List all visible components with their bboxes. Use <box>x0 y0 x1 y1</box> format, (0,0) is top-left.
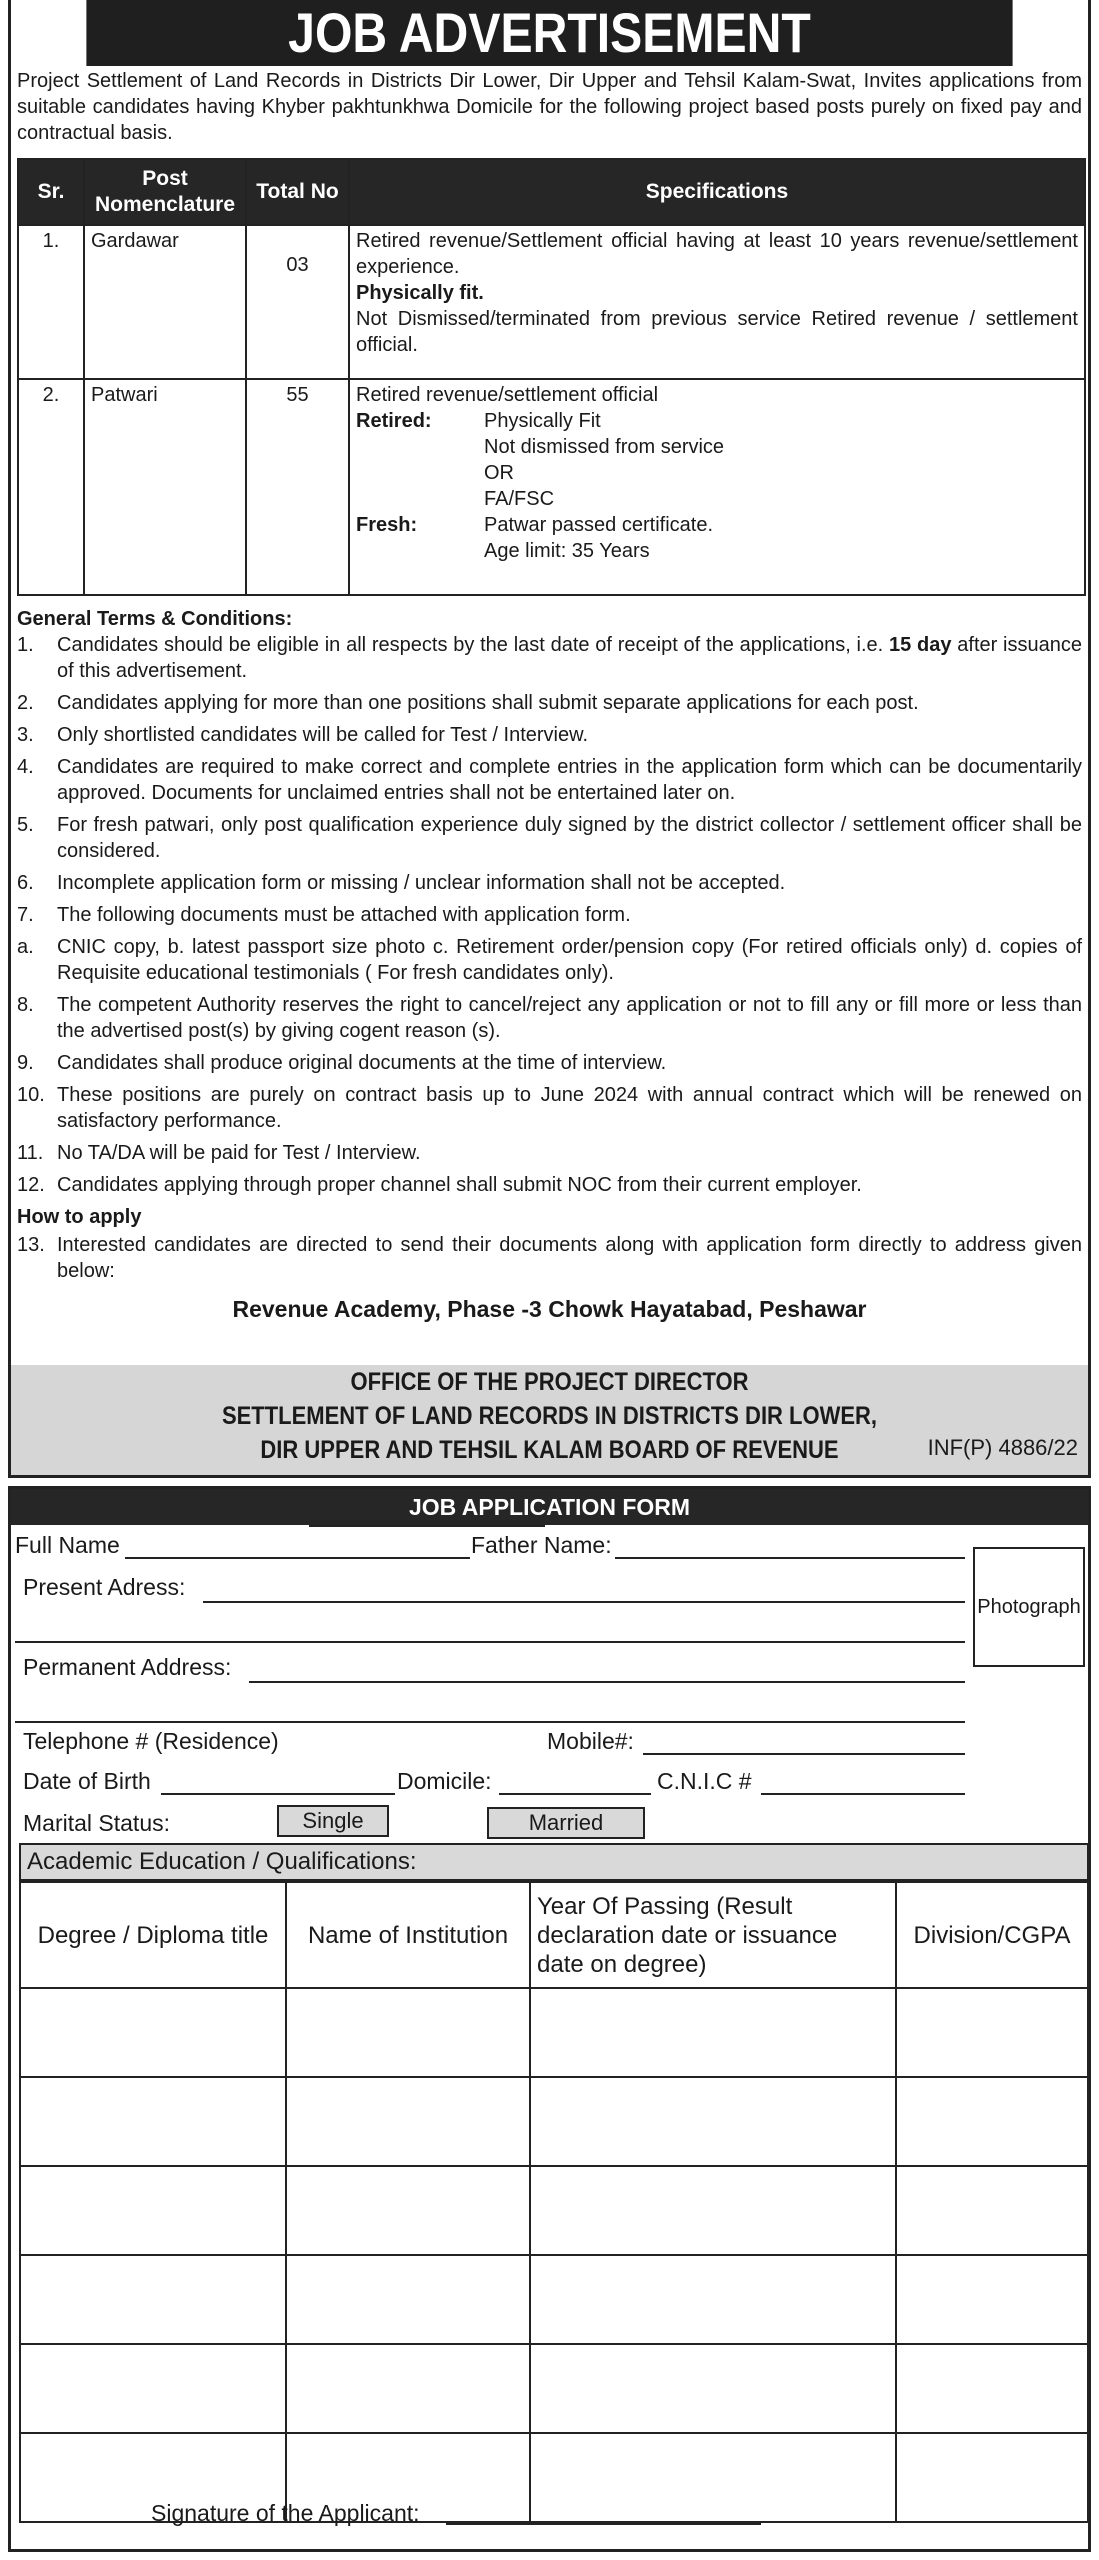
term-text-part: Candidates should be eligible in all respects by the last date of receipt of the applications, i.e. <box>57 634 889 656</box>
term-text: CNIC copy, b. latest passport size photo c. Retirement order/pension copy (For retired officials only) d. copies of Requisite educational testimonials ( For fresh candidates only). <box>57 936 1082 984</box>
table-cell[interactable] <box>896 1988 1088 2077</box>
domicile-label: Domicile: <box>397 1768 492 1794</box>
academic-heading: Academic Education / Qualifications: <box>19 1843 1089 1881</box>
permanent-address-field[interactable] <box>249 1681 965 1683</box>
table-cell[interactable] <box>530 2344 896 2433</box>
spec-text: Not dismissed from service <box>484 436 725 458</box>
row-total: 55 <box>246 379 349 595</box>
table-row <box>18 379 1085 595</box>
term-number: 4. <box>17 756 34 778</box>
table-row <box>18 225 1085 379</box>
spec-text: Physically Fit <box>484 410 601 432</box>
term-number: 2. <box>17 692 34 714</box>
term-text: Candidates shall produce original documents at the time of interview. <box>57 1052 667 1074</box>
term-text: No TA/DA will be paid for Test / Interview. <box>57 1142 421 1164</box>
married-option[interactable]: Married <box>487 1807 645 1839</box>
signature-label: Signature of the Applicant: <box>151 2500 420 2526</box>
list-item <box>17 1050 1082 1076</box>
term-text: The following documents must be attached with application form. <box>57 904 631 926</box>
table-row <box>20 1988 1088 2077</box>
dob-field[interactable] <box>161 1793 395 1795</box>
education-table-header <box>20 1882 1088 1988</box>
spec-text: OR <box>484 462 514 484</box>
table-cell[interactable] <box>286 1988 530 2077</box>
term-number: a. <box>17 936 34 958</box>
table-cell[interactable] <box>286 2077 530 2166</box>
table-cell[interactable] <box>286 2255 530 2344</box>
list-item <box>17 690 1082 716</box>
term-text-bold: 15 day <box>889 634 952 656</box>
office-line: SETTLEMENT OF LAND RECORDS IN DISTRICTS DIR LOWER, <box>221 1402 878 1430</box>
row-sr: 2. <box>18 379 84 595</box>
term-number: 6. <box>17 872 34 894</box>
term-text <box>57 632 1082 684</box>
how-to-apply-heading: How to apply <box>17 1206 142 1228</box>
office-line: OFFICE OF THE PROJECT DIRECTOR <box>350 1368 749 1396</box>
full-name-label: Full Name <box>15 1532 120 1558</box>
application-form <box>8 1486 1091 2552</box>
marital-status-label: Marital Status: <box>23 1810 170 1836</box>
spec-text: Retired revenue/settlement official <box>356 384 659 406</box>
father-name-label: Father Name: <box>471 1532 612 1558</box>
table-cell[interactable] <box>530 2166 896 2255</box>
permanent-address-field-2[interactable] <box>15 1721 965 1723</box>
list-item <box>17 992 1082 1044</box>
term-text-part: after issuance of this advertisement. <box>57 634 1082 682</box>
term-number: 13. <box>17 1234 45 1256</box>
table-cell[interactable] <box>896 2166 1088 2255</box>
photograph-box: Photograph <box>973 1547 1085 1667</box>
form-title: JOB APPLICATION FORM <box>11 1489 1088 1525</box>
ad-title: JOB ADVERTISEMENT <box>86 0 1012 66</box>
retired-label: Retired: <box>356 410 432 432</box>
table-cell[interactable] <box>20 2255 286 2344</box>
academy-address: Revenue Academy, Phase -3 Chowk Hayatabad, Peshawar <box>232 1296 867 1322</box>
table-cell[interactable] <box>20 2344 286 2433</box>
table-cell[interactable] <box>896 2344 1088 2433</box>
spec-text: FA/FSC <box>484 488 555 510</box>
list-item <box>17 1140 1082 1166</box>
term-number: 3. <box>17 724 34 746</box>
office-line: DIR UPPER AND TEHSIL KALAM BOARD OF REVENUE <box>260 1436 839 1464</box>
terms-section <box>11 596 1088 1324</box>
table-row <box>20 2344 1088 2433</box>
spec-text: Patwar passed certificate. <box>484 514 713 536</box>
ad-intro: Project Settlement of Land Records in Districts Dir Lower, Dir Upper and Tehsil Kalam-Swat, Invites applications from suitable candidates having Khyber pakhtunkhwa Domicile for the following project based posts purely on fixed pay and contractual basis. <box>17 70 1082 144</box>
list-item <box>17 1172 1082 1198</box>
list-item <box>17 902 1082 928</box>
term-number: 10. <box>17 1084 45 1106</box>
header-degree: Degree / Diploma title <box>20 1882 286 1988</box>
list-item <box>17 812 1082 864</box>
row-total: 03 <box>246 225 349 379</box>
table-cell[interactable] <box>530 2255 896 2344</box>
mobile-field[interactable] <box>643 1753 965 1755</box>
term-number: 9. <box>17 1052 34 1074</box>
table-cell[interactable] <box>896 2077 1088 2166</box>
row-spec <box>349 225 1085 379</box>
domicile-field[interactable] <box>499 1793 651 1795</box>
cnic-field[interactable] <box>761 1793 965 1795</box>
table-row <box>20 2077 1088 2166</box>
header-year: Year Of Passing (Result declaration date or issuance date on degree) <box>530 1882 896 1988</box>
present-address-field[interactable] <box>203 1601 965 1603</box>
header-institution: Name of Institution <box>286 1882 530 1988</box>
term-text: Only shortlisted candidates will be called for Test / Interview. <box>57 724 588 746</box>
term-number: 7. <box>17 904 34 926</box>
term-number: 11. <box>17 1142 44 1164</box>
header-spec: Specifications <box>349 159 1085 225</box>
row-spec <box>349 379 1085 595</box>
term-text: Interested candidates are directed to send their documents along with application form directly to address given below: <box>57 1234 1082 1282</box>
posts-table-header <box>18 159 1085 225</box>
mobile-label: Mobile#: <box>547 1728 634 1754</box>
row-post: Patwari <box>84 379 246 595</box>
father-name-field[interactable] <box>615 1557 965 1559</box>
spec-text: Age limit: 35 Years <box>484 540 650 562</box>
header-post: Post Nomenclature <box>84 159 246 225</box>
list-item <box>17 754 1082 806</box>
fresh-label: Fresh: <box>356 514 418 536</box>
table-cell[interactable] <box>896 2255 1088 2344</box>
list-item <box>17 1232 1082 1284</box>
table-cell[interactable] <box>530 1988 896 2077</box>
header-sr: Sr. <box>18 159 84 225</box>
table-cell[interactable] <box>530 2077 896 2166</box>
term-text: The competent Authority reserves the right to cancel/reject any application or not to fill any or fill more or less than the advertised post(s) by giving cogent reason (s). <box>57 994 1082 1042</box>
inf-number: INF(P) 4886/22 <box>927 1435 1078 1460</box>
terms-heading: General Terms & Conditions: <box>17 608 293 630</box>
term-text: Candidates applying through proper channel shall submit NOC from their current employer. <box>57 1174 862 1196</box>
term-number: 5. <box>17 814 34 836</box>
table-row <box>20 2166 1088 2255</box>
term-text: For fresh patwari, only post qualification experience duly signed by the district collector / settlement officer shall be considered. <box>57 814 1082 862</box>
table-cell[interactable] <box>530 2433 896 2522</box>
table-cell[interactable] <box>286 2166 530 2255</box>
header-division: Division/CGPA <box>896 1882 1088 1988</box>
spec-text: Retired revenue/Settlement official having at least 10 years revenue/settlement experience. <box>356 230 1078 278</box>
row-sr: 1. <box>18 225 84 379</box>
term-number: 8. <box>17 994 34 1016</box>
term-text: Candidates are required to make correct and complete entries in the application form which can be documentarily approved. Documents for unclaimed entries shall not be entertained later on. <box>57 756 1082 804</box>
table-row <box>20 2255 1088 2344</box>
advertisement <box>8 0 1091 1478</box>
cnic-label: C.N.I.C # <box>657 1768 752 1794</box>
row-post: Gardawar <box>84 225 246 379</box>
permanent-address-label: Permanent Address: <box>23 1654 232 1680</box>
present-address-field-2[interactable] <box>15 1641 965 1643</box>
single-option[interactable]: Single <box>277 1805 389 1837</box>
table-cell[interactable] <box>20 1988 286 2077</box>
table-cell[interactable] <box>286 2344 530 2433</box>
term-number: 12. <box>17 1174 45 1196</box>
table-cell[interactable] <box>20 2166 286 2255</box>
term-text: Candidates applying for more than one positions shall submit separate applications for each post. <box>57 692 919 714</box>
posts-table <box>17 158 1086 596</box>
signature-field[interactable] <box>446 2523 761 2525</box>
table-cell[interactable] <box>20 2077 286 2166</box>
header-total: Total No <box>246 159 349 225</box>
term-number: 1. <box>17 634 34 656</box>
office-block <box>11 1365 1088 1475</box>
term-text: These positions are purely on contract basis up to June 2024 with annual contract which will be renewed on satisfactory performance. <box>57 1084 1082 1132</box>
term-text: Incomplete application form or missing / unclear information shall not be accepted. <box>57 872 786 894</box>
table-cell[interactable] <box>896 2433 1088 2522</box>
spec-text: Physically fit. <box>356 282 484 304</box>
list-item <box>17 722 1082 748</box>
dob-label: Date of Birth <box>23 1768 151 1794</box>
telephone-field[interactable] <box>309 1525 545 1527</box>
list-item <box>17 1082 1082 1134</box>
present-address-label: Present Adress: <box>23 1574 186 1600</box>
spec-text: Not Dismissed/terminated from previous service Retired revenue / settlement official. <box>356 308 1078 356</box>
list-item <box>17 934 1082 986</box>
full-name-field[interactable] <box>125 1557 470 1559</box>
list-item <box>17 632 1082 684</box>
list-item <box>17 870 1082 896</box>
education-table <box>19 1881 1089 2523</box>
telephone-label: Telephone # (Residence) <box>23 1728 279 1754</box>
